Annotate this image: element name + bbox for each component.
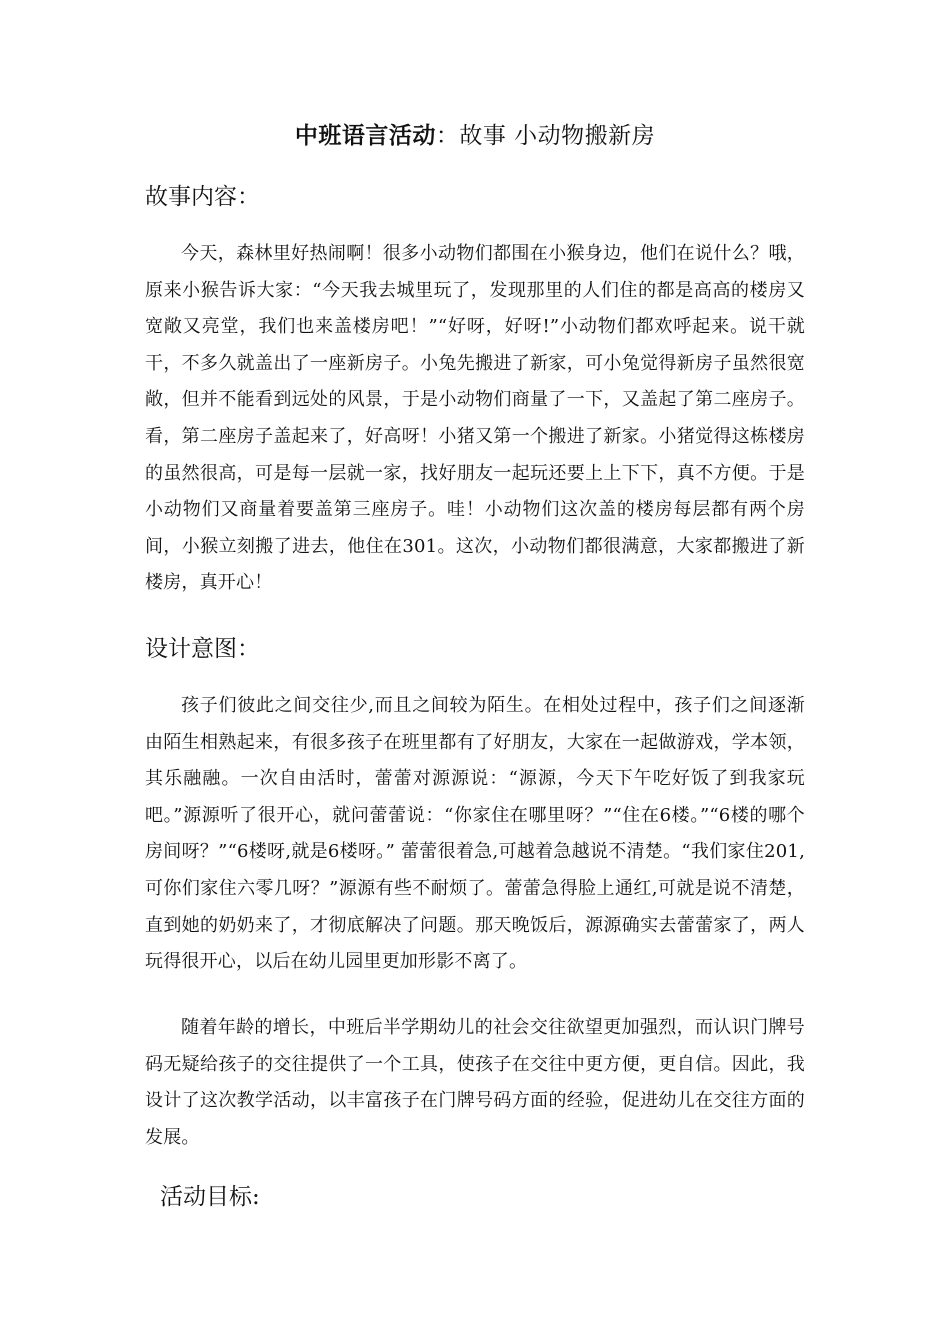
- heading-story-content: 故事内容：: [145, 184, 260, 210]
- title-bold-part: 中班语言活动: [294, 122, 436, 149]
- title-rest-part: ：故事 小动物搬新房: [435, 123, 656, 149]
- heading-activity-goals: 活动目标:: [160, 1184, 260, 1210]
- design-intent-paragraph-1: 孩子们彼此之间交往少,而且之间较为陌生。在相处过程中，孩子们之间逐渐由陌生相熟起来，有很多孩子在班里都有了好朋友，大家在一起做游戏，学本领，其乐融融。一次自由活时，蕾蕾对源源说：“源源，今天下午吃好饭了到我家玩吧。”源源听了很开心，就问蕾蕾说：“你家住在哪里呀？”“住在6楼。”“6楼的哪个房间呀？”“6楼呀,就是6楼呀。” 蕾蕾很着急,可越着急越说不清楚。“我们家住201,可你们家住六零几呀？”源源有些不耐烦了。蕾蕾急得脸上通红,可就是说不清楚，直到她的奶奶来了，才彻底解决了问题。那天晚饭后，源源确实去蕾蕾家了，两人玩得很开心，以后在幼儿园里更加形影不离了。: [145, 695, 805, 973]
- design-intent-paragraph-2: 随着年龄的增长，中班后半学期幼儿的社会交往欲望更加强烈，而认识门牌号码无疑给孩子的交往提供了一个工具，使孩子在交往中更方便，更自信。因此，我设计了这次教学活动，以丰富孩子在门牌号码方面的经验，促进幼儿在交往方面的发展。: [145, 1017, 805, 1148]
- document-title: [0, 118, 950, 154]
- heading-design-intent: 设计意图：: [145, 636, 260, 662]
- story-paragraph: 今天，森林里好热闹啊！很多小动物们都围在小猴身边，他们在说什么？哦，原来小猴告诉大家：“今天我去城里玩了，发现那里的人们住的都是高高的楼房又宽敞又亮堂，我们也来盖楼房吧！”“好呀，好呀!”小动物们都欢呼起来。说干就干，不多久就盖出了一座新房子。小兔先搬进了新家，可小兔觉得新房子虽然很宽敞，但并不能看到远处的风景，于是小动物们商量了一下，又盖起了第二座房子。看，第二座房子盖起来了，好高呀！小猪又第一个搬进了新家。小猪觉得这栋楼房的虽然很高，可是每一层就一家，找好朋友一起玩还要上上下下，真不方便。于是小动物们又商量着要盖第三座房子。哇！小动物们这次盖的楼房每层都有两个房间，小猴立刻搬了进去，他住在301。这次，小动物们都很满意，大家都搬进了新楼房，真开心！: [145, 243, 805, 594]
